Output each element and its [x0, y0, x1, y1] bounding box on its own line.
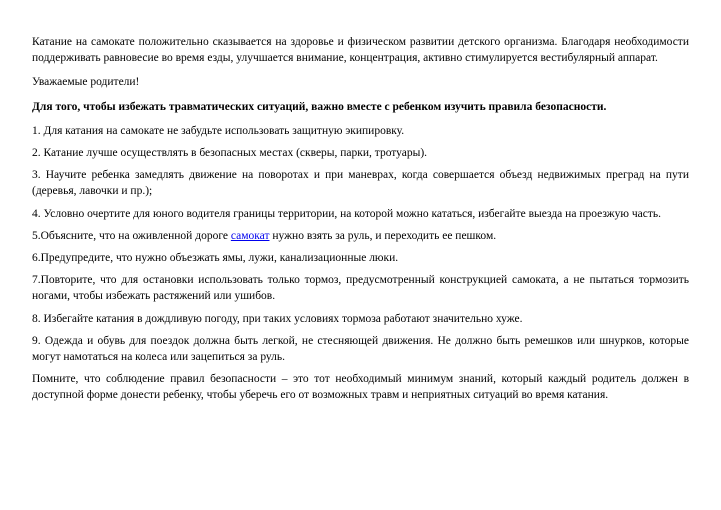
rule-5-text-before: 5.Объясните, что на оживленной дороге [32, 229, 231, 242]
rule-9: 9. Одежда и обувь для поездок должна быть легкой, не стесняющей движения. Не должно быть ремешков или шнурков, которые могут намотаться на колеса или зацепиться за руль. [32, 334, 689, 364]
rule-7: 7.Повторите, что для остановки использовать только тормоз, предусмотренный конструкцией самоката, а не пытаться тормозить ногами, чтобы избежать растяжений или ушибов. [32, 274, 689, 303]
closing-paragraph: Помните, что соблюдение правил безопасности – это тот необходимый минимум знаний, который каждый родитель должен в доступной форме донести ребенку, чтобы уберечь его от возможных травм и неприятных ситуаций во время катания. [32, 373, 689, 402]
rule-5-text-after: нужно взять за руль, и переходить ее пешком. [269, 229, 497, 242]
rule-4: 4. Условно очертите для юного водителя границы территории, на которой можно кататься, избегайте выезда на проезжую часть. [32, 207, 661, 220]
rule-1: 1. Для катания на самокате не забудьте использовать защитную экипировку. [32, 124, 405, 137]
rule-2: 2. Катание лучше осуществлять в безопасных местах (скверы, парки, тротуары). [32, 147, 428, 160]
greeting: Уважаемые родители! [32, 76, 140, 89]
rule-8: 8. Избегайте катания в дождливую погоду, при таких условиях тормоза работают значительно хуже. [32, 312, 523, 325]
rule-3: 3. Научите ребенка замедлять движение на поворотах и при маневрах, когда совершается объезд недвижимых преград на пути (деревья, лавочки и пр.); [32, 169, 689, 198]
rule-5 [32, 228, 689, 244]
rule-6: 6.Предупредите, что нужно объезжать ямы, лужи, канализационные люки. [32, 252, 399, 265]
safety-heading: Для того, чтобы избежать травматических ситуаций, важно вместе с ребенком изучить правила безопасности. [32, 100, 607, 113]
intro-paragraph: Катание на самокате положительно сказывается на здоровье и физическом развитии детского организма. Благодаря необходимости поддерживать равновесие во время езды, улучшается внимание, концентрация, активно стимулируется вестибулярный аппарат. [32, 36, 689, 65]
scooter-link[interactable]: самокат [230, 229, 270, 242]
document-body [32, 34, 689, 412]
